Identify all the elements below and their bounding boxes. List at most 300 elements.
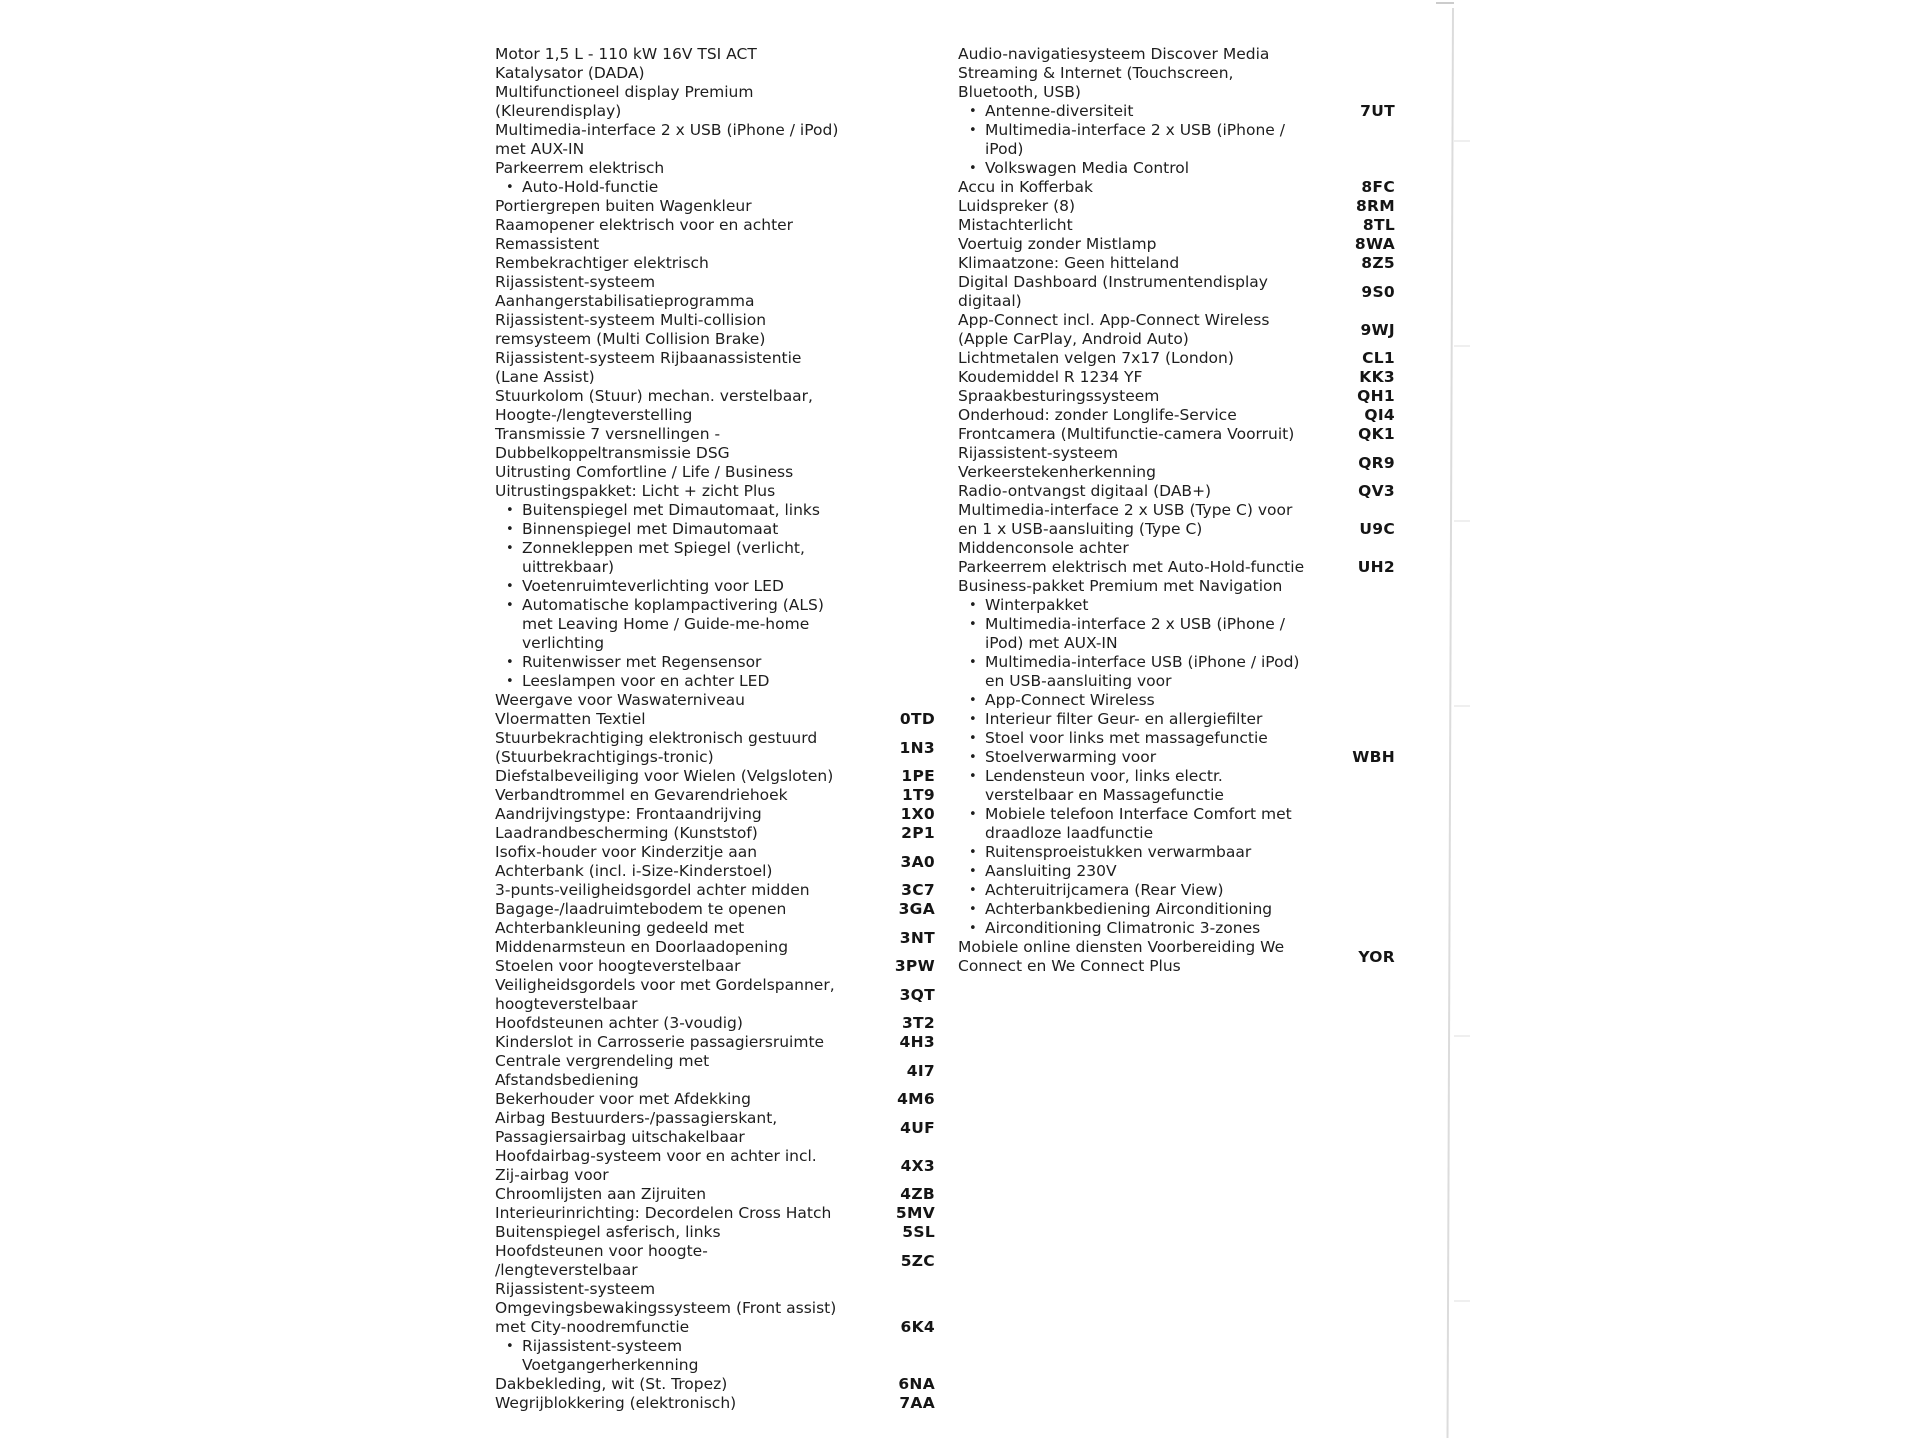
spec-line [958, 691, 1344, 710]
spec-line [958, 786, 1344, 805]
spec-line [495, 615, 935, 634]
spec-line [495, 729, 892, 748]
bullet-icon: • [506, 598, 514, 613]
bullet-icon: • [969, 617, 977, 632]
spec-line-text: digitaal) [958, 292, 1022, 310]
spec-line [495, 254, 935, 273]
spec-line-text: Voertuig zonder Mistlamp [958, 235, 1157, 253]
spec-line-text: Zonnekleppen met Spiegel (verlicht, [522, 539, 805, 557]
spec-line-text: verstelbaar en Massagefunctie [985, 786, 1224, 804]
spec-line-text: Ruitenwisser met Regensensor [522, 653, 762, 671]
spec-item-lines [958, 501, 1351, 558]
spec-line [958, 216, 1355, 235]
spec-item-lines [495, 786, 894, 805]
spec-line-text: en 1 x USB-aansluiting (Type C) [958, 520, 1203, 538]
spec-line-text: Achterbankbediening Airconditioning [985, 900, 1273, 918]
spec-line [958, 539, 1351, 558]
bullet-icon: • [969, 883, 977, 898]
spec-item-lines [495, 805, 893, 824]
option-code: 3NT [899, 928, 935, 947]
spec-line-text: Aansluiting 230V [985, 862, 1117, 880]
spec-line-text: Hoofdsteunen voor hoogte- [495, 1242, 708, 1260]
option-code: QV3 [1358, 482, 1395, 500]
spec-line [495, 577, 935, 596]
spec-line [495, 1014, 894, 1033]
spec-line-text: Aanhangerstabilisatieprogramma [495, 292, 755, 310]
spec-line [958, 292, 1353, 311]
spec-line-text: uittrekbaar) [522, 558, 615, 576]
spec-line-text: Connect en We Connect Plus [958, 957, 1181, 975]
spec-line [495, 1071, 899, 1090]
spec-item [958, 387, 1395, 406]
bullet-icon: • [969, 731, 977, 746]
spec-item-lines [958, 938, 1350, 976]
option-code: 5ZC [900, 1251, 935, 1270]
spec-line [495, 45, 935, 64]
spec-line-text: Luidspreker (8) [958, 197, 1076, 215]
spec-item [958, 444, 1395, 482]
spec-line-text: Achterbank (incl. i-Size-Kinderstoel) [495, 862, 773, 880]
spec-item-lines [495, 197, 935, 216]
spec-line [958, 102, 1352, 121]
spec-line-text: Katalysator (DADA) [495, 64, 645, 82]
spec-line [495, 311, 935, 330]
spec-item [495, 1204, 935, 1223]
option-code: 8FC [1361, 178, 1395, 196]
spec-line-text: met City-noodremfunctie [495, 1318, 690, 1336]
spec-item-lines [495, 1280, 893, 1375]
spec-item-lines [958, 254, 1353, 273]
spec-item-lines [495, 121, 935, 159]
option-code: 4X3 [900, 1156, 935, 1175]
option-code: 7UT [1360, 102, 1395, 120]
spec-line-text: Stoel voor links met massagefunctie [985, 729, 1268, 747]
spec-line [495, 938, 892, 957]
option-code: 8Z5 [1361, 254, 1395, 272]
spec-line-text: Wegrijblokkering (elektronisch) [495, 1394, 737, 1412]
spec-item [495, 1147, 935, 1185]
spec-item-lines [495, 919, 892, 957]
scan-artifact-top-dash [1436, 2, 1454, 4]
spec-line [495, 83, 935, 102]
spec-line-text: Ruitensproeistukken verwarmbaar [985, 843, 1252, 861]
spec-line-text: Mistachterlicht [958, 216, 1073, 234]
spec-line [495, 767, 893, 786]
spec-line-text: Business-pakket Premium met Navigation [958, 577, 1283, 595]
option-code: 4ZB [900, 1185, 935, 1203]
spec-item-lines [495, 83, 935, 121]
spec-line-text: Rijassistent-systeem Multi-collision [495, 311, 767, 329]
spec-line-text: Airconditioning Climatronic 3-zones [985, 919, 1261, 937]
spec-item [495, 900, 935, 919]
spec-line [958, 748, 1344, 767]
bullet-icon: • [506, 674, 514, 689]
option-code: 6NA [898, 1375, 935, 1393]
spec-line [495, 1185, 892, 1204]
spec-item [495, 1033, 935, 1052]
spec-line-text: Interieur filter Geur- en allergiefilter [985, 710, 1263, 728]
spec-item-lines [495, 463, 935, 482]
spec-line [495, 406, 935, 425]
spec-line-text: Voetenruimteverlichting voor LED [522, 577, 784, 595]
spec-item-lines [495, 1033, 892, 1052]
spec-line-text: Transmissie 7 versnellingen - [495, 425, 721, 443]
spec-line-text: remsysteem (Multi Collision Brake) [495, 330, 766, 348]
spec-line-text: Veiligheidsgordels voor met Gordelspanner, [495, 976, 835, 994]
spec-line [958, 235, 1347, 254]
spec-item [958, 311, 1395, 349]
spec-line-text: draadloze laadfunctie [985, 824, 1154, 842]
spec-line [495, 919, 892, 938]
spec-item [495, 805, 935, 824]
spec-line-text: Multimedia-interface 2 x USB (iPhone / [985, 615, 1285, 633]
option-code: QK1 [1358, 425, 1395, 443]
spec-line [958, 197, 1348, 216]
spec-line [495, 1052, 899, 1071]
spec-line [958, 558, 1350, 577]
spec-item-lines [958, 387, 1349, 406]
option-code: 0TD [899, 710, 935, 728]
spec-line-text: Hoogte-/lengteverstelling [495, 406, 693, 424]
spec-line [495, 805, 893, 824]
spec-line-text: Centrale vergrendeling met [495, 1052, 710, 1070]
spec-line-text: Voetgangerherkenning [522, 1356, 699, 1374]
spec-line-text: Parkeerrem elektrisch [495, 159, 665, 177]
spec-item-lines [495, 1375, 890, 1394]
spec-line-text: Stoelverwarming voor [985, 748, 1157, 766]
spec-line [495, 824, 893, 843]
spec-line [958, 178, 1353, 197]
spec-item-lines [958, 368, 1351, 387]
spec-item-lines [958, 482, 1350, 501]
spec-item-lines [495, 1204, 888, 1223]
spec-line [958, 805, 1344, 824]
spec-line [495, 102, 935, 121]
spec-line-text: Rijassistent-systeem [522, 1337, 683, 1355]
spec-line [958, 64, 1352, 83]
spec-line [958, 957, 1350, 976]
spec-item [495, 1242, 935, 1280]
spec-line-text: Laadrandbescherming (Kunststof) [495, 824, 758, 842]
spec-item [495, 919, 935, 957]
spec-line [495, 368, 935, 387]
spec-line [495, 292, 935, 311]
spec-line [495, 1356, 893, 1375]
spec-line [958, 710, 1344, 729]
spec-line-text: Leeslampen voor en achter LED [522, 672, 770, 690]
spec-line [958, 273, 1353, 292]
spec-line [958, 140, 1352, 159]
spec-line [495, 786, 894, 805]
spec-line-text: Bekerhouder voor met Afdekking [495, 1090, 751, 1108]
spec-line-text: Remassistent [495, 235, 600, 253]
spec-item [958, 938, 1395, 976]
option-code: 8RM [1355, 197, 1395, 215]
spec-item [958, 558, 1395, 577]
scan-artifact-vertical-line [1447, 8, 1454, 1438]
spec-item-lines [958, 558, 1350, 577]
bullet-icon: • [969, 750, 977, 765]
spec-line-text: Multimedia-interface 2 x USB (iPhone / iPod) [495, 121, 839, 139]
spec-line [495, 634, 935, 653]
spec-item-lines [958, 273, 1353, 311]
spec-item [495, 349, 935, 387]
bullet-icon: • [969, 104, 977, 119]
spec-item-lines [958, 311, 1352, 349]
spec-line [495, 1337, 893, 1356]
spec-line [495, 349, 935, 368]
spec-item-lines [495, 957, 887, 976]
spec-line-text: iPod) met AUX-IN [985, 634, 1118, 652]
option-code: 4M6 [897, 1090, 935, 1108]
option-code: QR9 [1358, 453, 1395, 472]
spec-line-text: Chroomlijsten aan Zijruiten [495, 1185, 707, 1203]
spec-line [958, 862, 1344, 881]
spec-line [958, 349, 1354, 368]
spec-line-text: Multimedia-interface 2 x USB (Type C) voor [958, 501, 1293, 519]
option-code: 2P1 [901, 824, 935, 842]
spec-line-text: (Stuurbekrachtigings-tronic) [495, 748, 714, 766]
scan-artifact-tick [1454, 1300, 1470, 1302]
spec-item-lines [495, 387, 935, 425]
spec-line [958, 45, 1352, 64]
spec-line-text: Rijassistent-systeem [958, 444, 1119, 462]
spec-item-lines [958, 178, 1353, 197]
spec-item-lines [958, 349, 1354, 368]
spec-line [958, 368, 1351, 387]
bullet-icon: • [969, 598, 977, 613]
spec-line [495, 558, 935, 577]
spec-line [958, 729, 1344, 748]
spec-line [495, 748, 892, 767]
option-code: 3C7 [901, 881, 935, 899]
spec-line [958, 159, 1352, 178]
bullet-icon: • [506, 1339, 514, 1354]
bullet-icon: • [969, 769, 977, 784]
spec-item-lines [495, 349, 935, 387]
spec-item [495, 729, 935, 767]
spec-line-text: Streaming & Internet (Touchscreen, [958, 64, 1234, 82]
spec-item-lines [958, 425, 1350, 444]
option-code: YOR [1358, 947, 1395, 966]
equipment-column-left [495, 45, 935, 1413]
spec-item [495, 482, 935, 691]
spec-item-lines [495, 1223, 894, 1242]
bullet-icon: • [969, 123, 977, 138]
spec-line-text: Stuurkolom (Stuur) mechan. verstelbaar, [495, 387, 813, 405]
spec-item [495, 1090, 935, 1109]
spec-item [958, 425, 1395, 444]
spec-item [495, 691, 935, 710]
spec-line [495, 273, 935, 292]
spec-line [958, 577, 1344, 596]
spec-line [958, 767, 1344, 786]
spec-line [495, 596, 935, 615]
spec-item [495, 767, 935, 786]
spec-line-text: Rijassistent-systeem [495, 273, 656, 291]
spec-item-lines [958, 406, 1356, 425]
option-code: 3QT [899, 985, 935, 1004]
spec-item-lines [495, 1242, 893, 1280]
bullet-icon: • [506, 180, 514, 195]
spec-item-lines [495, 235, 935, 254]
bullet-icon: • [506, 522, 514, 537]
spec-line [495, 463, 935, 482]
option-code: 3A0 [900, 852, 935, 871]
spec-line [495, 976, 892, 995]
spec-item [958, 254, 1395, 273]
spec-line [495, 1280, 893, 1299]
spec-line [495, 387, 935, 406]
spec-line-text: App-Connect Wireless [985, 691, 1155, 709]
spec-line-text: Accu in Kofferbak [958, 178, 1093, 196]
spec-line [958, 406, 1356, 425]
spec-item [495, 216, 935, 235]
spec-line-text: Mobiele online diensten Voorbereiding We [958, 938, 1285, 956]
spec-line-text: Hoofdairbag-systeem voor en achter incl. [495, 1147, 817, 1165]
spec-line-text: /lengteverstelbaar [495, 1261, 638, 1279]
spec-line [495, 216, 935, 235]
option-code: CL1 [1362, 349, 1395, 367]
spec-item [495, 254, 935, 273]
option-code: 1T9 [901, 786, 935, 804]
spec-line-text: Lendensteun voor, links electr. [985, 767, 1223, 785]
spec-line-text: Afstandsbediening [495, 1071, 639, 1089]
option-code: 8TL [1362, 216, 1395, 234]
spec-line-text: Dakbekleding, wit (St. Tropez) [495, 1375, 728, 1393]
spec-item [958, 482, 1395, 501]
spec-item [495, 710, 935, 729]
spec-line [958, 843, 1344, 862]
spec-line [495, 900, 891, 919]
spec-item [495, 1280, 935, 1375]
spec-item-lines [495, 1147, 893, 1185]
spec-line [495, 444, 935, 463]
spec-line-text: Radio-ontvangst digitaal (DAB+) [958, 482, 1212, 500]
spec-line [495, 501, 935, 520]
spec-line-text: Airbag Bestuurders-/passagierskant, [495, 1109, 778, 1127]
spec-line [495, 672, 935, 691]
spec-line-text: Isofix-houder voor Kinderzitje aan [495, 843, 758, 861]
option-code: 9WJ [1360, 320, 1395, 339]
spec-item-lines [495, 311, 935, 349]
option-code: 3PW [894, 957, 935, 975]
bullet-icon: • [969, 693, 977, 708]
spec-item [495, 311, 935, 349]
spec-line [958, 881, 1344, 900]
spec-line-text: Antenne-diversiteit [985, 102, 1134, 120]
spec-line-text: Passagiersairbag uitschakelbaar [495, 1128, 745, 1146]
option-code: 8WA [1354, 235, 1395, 253]
option-code: U9C [1359, 520, 1395, 538]
spec-line [495, 995, 892, 1014]
spec-item-lines [495, 1014, 894, 1033]
spec-item-lines [495, 729, 892, 767]
spec-line-text: Bagage-/laadruimtebodem te openen [495, 900, 787, 918]
spec-line [958, 501, 1351, 520]
spec-item-lines [958, 197, 1348, 216]
spec-line-text: (Lane Assist) [495, 368, 595, 386]
spec-item [495, 786, 935, 805]
option-code: 5MV [895, 1204, 935, 1222]
spec-line [495, 1166, 893, 1185]
spec-line-text: Onderhoud: zonder Longlife-Service [958, 406, 1237, 424]
scan-artifact-tick [1454, 520, 1470, 522]
spec-item [495, 159, 935, 197]
spec-line [495, 691, 935, 710]
spec-item-lines [495, 976, 892, 1014]
spec-line-text: Rijassistent-systeem Rijbaanassistentie [495, 349, 802, 367]
option-code: 4H3 [899, 1033, 935, 1051]
spec-item [958, 178, 1395, 197]
spec-line [495, 520, 935, 539]
spec-item-lines [495, 900, 891, 919]
spec-line-text: Multimedia-interface USB (iPhone / iPod) [985, 653, 1300, 671]
option-code: 4I7 [906, 1061, 935, 1080]
spec-line-text: Multimedia-interface 2 x USB (iPhone / [985, 121, 1285, 139]
spec-line [958, 425, 1350, 444]
spec-line-text: met AUX-IN [495, 140, 585, 158]
spec-line-text: Uitrustingspakket: Licht + zicht Plus [495, 482, 776, 500]
option-code: 6K4 [900, 1318, 935, 1336]
spec-item-lines [495, 691, 935, 710]
spec-line [495, 1261, 893, 1280]
spec-line-text: Hoofdsteunen achter (3-voudig) [495, 1014, 743, 1032]
spec-line-text: Raamopener elektrisch voor en achter [495, 216, 794, 234]
spec-line [958, 615, 1344, 634]
spec-line-text: Zij-airbag voor [495, 1166, 609, 1184]
spec-line-text: Mobiele telefoon Interface Comfort met [985, 805, 1292, 823]
spec-line-text: Buitenspiegel met Dimautomaat, links [522, 501, 820, 519]
spec-line [495, 653, 935, 672]
spec-line-text: iPod) [985, 140, 1024, 158]
spec-item-lines [958, 216, 1355, 235]
spec-line-text: Motor 1,5 L - 110 kW 16V TSI ACT [495, 45, 757, 63]
spec-item [495, 976, 935, 1014]
bullet-icon: • [506, 579, 514, 594]
spec-line [958, 330, 1352, 349]
bullet-icon: • [969, 161, 977, 176]
spec-line [495, 1299, 893, 1318]
bullet-icon: • [969, 807, 977, 822]
spec-item [958, 368, 1395, 387]
spec-line [958, 121, 1352, 140]
spec-line [958, 653, 1344, 672]
spec-line [958, 634, 1344, 653]
spec-item-lines [495, 482, 935, 691]
spec-item [495, 1185, 935, 1204]
spec-item-lines [495, 824, 893, 843]
option-code: QI4 [1364, 406, 1395, 424]
spec-item [495, 121, 935, 159]
spec-line-text: Vloermatten Textiel [495, 710, 646, 728]
spec-line [958, 387, 1349, 406]
scan-artifact-tick [1454, 705, 1470, 707]
spec-item [495, 881, 935, 900]
spec-line-text: Diefstalbeveiliging voor Wielen (Velgsloten) [495, 767, 834, 785]
spec-line-text: Portiergrepen buiten Wagenkleur [495, 197, 752, 215]
spec-item-lines [495, 1052, 899, 1090]
spec-line-text: Dubbelkoppeltransmissie DSG [495, 444, 730, 462]
spec-line-text: Binnenspiegel met Dimautomaat [522, 520, 779, 538]
spec-item-lines [958, 235, 1347, 254]
spec-line [495, 843, 893, 862]
spec-line-text: Rembekrachtiger elektrisch [495, 254, 709, 272]
spec-item-lines [495, 1394, 891, 1413]
spec-item [958, 577, 1395, 938]
spec-line [958, 482, 1350, 501]
spec-item [495, 273, 935, 311]
